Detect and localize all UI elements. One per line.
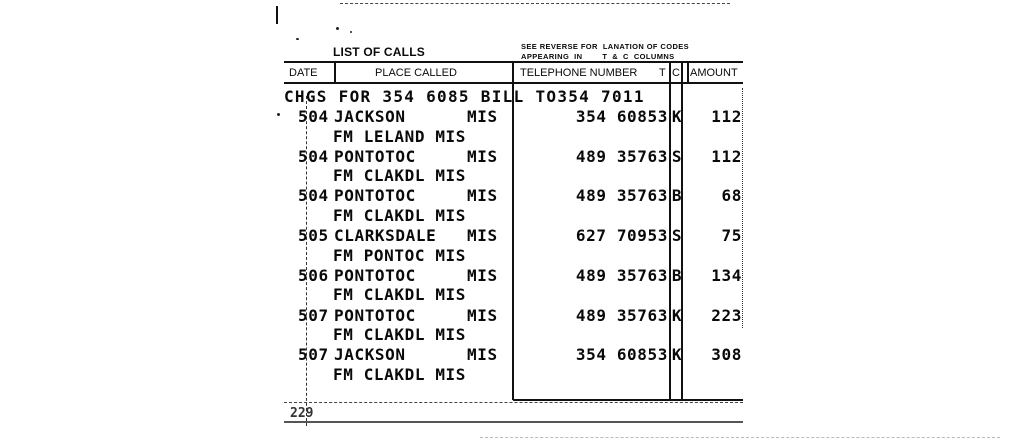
call-state: MIS [467,186,498,206]
call-telephone: 489 35763 [575,305,668,325]
call-date: 505 [298,226,329,246]
call-amount: 112 [711,107,742,126]
top-torn-edge [340,3,730,4]
footer-faint-dashes [480,437,1000,438]
call-date: 506 [298,265,329,285]
call-origin: FM CLAKDL MIS [333,205,467,225]
charges-line: CHGS FOR 354 6085 BILL TO354 7011 [284,87,645,106]
call-date: 504 [298,186,329,206]
call-place: PONTOTOC [334,305,416,325]
call-state: MIS [467,305,498,325]
call-origin: FM CLAKDL MIS [333,166,467,186]
call-date: 507 [298,305,329,325]
scan-speck [296,38,299,40]
call-place: JACKSON [334,107,406,126]
call-state: MIS [467,265,498,285]
call-origin: FM PONTOC MIS [333,245,467,265]
call-place: JACKSON [334,345,406,365]
call-place: PONTOTOC [334,146,416,166]
call-place: PONTOTOC [334,265,416,285]
amount-column-divider [687,62,689,82]
call-state: MIS [467,345,498,365]
right-margin-dashes [742,88,743,328]
call-telephone: 489 35763 [575,265,668,285]
call-origin: FM CLAKDL MIS [333,285,467,305]
call-origin: FM CLAKDL MIS [333,364,467,384]
call-date: 507 [298,345,329,365]
call-amount: 223 [711,305,742,325]
call-state: MIS [467,226,498,246]
call-code: S [671,146,683,166]
call-place: CLARKSDALE [334,226,437,246]
call-telephone: 627 70953 [575,226,668,246]
place-column-divider [512,62,514,400]
call-code: S [671,226,683,246]
scan-speck [336,27,339,30]
call-telephone: 489 35763 [575,186,668,206]
footer-fragment: 229 [290,406,314,421]
call-amount: 308 [711,345,742,365]
call-date: 504 [298,107,329,126]
header-c: C [672,67,680,79]
table-bottom-rule [513,399,743,401]
call-amount: 112 [711,146,742,166]
call-telephone: 489 35763 [575,146,668,166]
header-amount: AMOUNT [690,67,738,79]
scan-mark-line [276,6,278,24]
footer-rule [284,421,743,423]
call-code: B [671,265,683,285]
call-amount: 75 [721,226,742,246]
call-telephone: 354 60853 [575,107,668,126]
codes-note-line-2: APPEARING IN T & C COLUMNS [521,52,675,61]
call-state: MIS [467,146,498,166]
call-amount: 134 [711,265,742,285]
call-date: 504 [298,146,329,166]
header-t: T [659,67,666,79]
call-code: K [671,107,683,126]
header-telephone-number: TELEPHONE NUMBER [520,67,638,79]
header-top-rule [284,61,743,63]
call-origin: FM LELAND MIS [333,126,467,146]
call-code: K [671,345,683,365]
scan-speck [277,113,280,116]
scan-speck [350,31,352,33]
call-place: PONTOTOC [334,186,416,206]
bottom-dashed-rule [284,402,743,403]
call-code: K [671,305,683,325]
codes-note-line-1: SEE REVERSE FOR LANATION OF CODES [521,42,690,51]
call-telephone: 354 60853 [575,345,668,365]
call-state: MIS [467,107,498,126]
form-title: LIST OF CALLS [333,45,425,59]
left-margin-dashes [306,96,307,426]
call-code: B [671,186,683,206]
header-date: DATE [289,67,318,79]
call-amount: 68 [721,186,742,206]
header-bottom-rule [284,82,743,84]
date-column-divider [334,62,336,82]
header-place-called: PLACE CALLED [375,67,457,79]
call-origin: FM CLAKDL MIS [333,325,467,344]
